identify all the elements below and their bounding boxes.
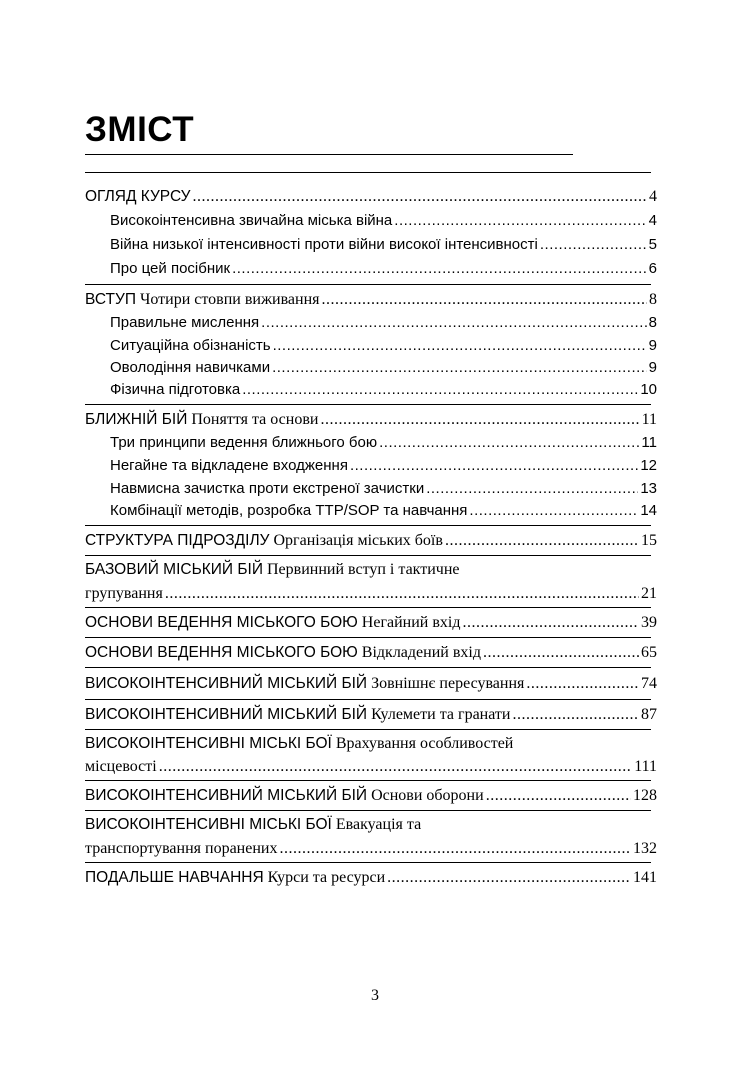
toc-subentry[interactable]: Негайне та відкладене входження ..... 12 (110, 454, 657, 478)
dot-leader (512, 703, 639, 727)
dot-leader (426, 477, 638, 501)
toc-entry-casevac-line2[interactable]: транспортування поранених ..... 132 (85, 837, 657, 861)
section-divider (85, 729, 651, 730)
toc-entry-basic-urban-line1[interactable]: БАЗОВИЙ МІСЬКИЙ БІЙ Первинний вступ і тактичне (85, 561, 460, 578)
title-underline (85, 154, 573, 155)
section-divider (85, 555, 651, 556)
page-ref: 39 (641, 614, 657, 631)
toc-entry-mg-grenades[interactable]: ВИСОКОІНТЕНСИВНИЙ МІСЬКИЙ БІЙ Кулемети та гранати ..... 87 (85, 703, 657, 727)
page-ref: 74 (641, 675, 657, 692)
dot-leader (526, 672, 639, 696)
toc-subentry[interactable]: Ситуаційна обізнаність ..... 9 (110, 334, 657, 358)
page-ref: 8 (649, 291, 657, 308)
toc-entry-further-training[interactable]: ПОДАЛЬШЕ НАВЧАННЯ Курси та ресурси ..... 141 (85, 866, 657, 890)
page-ref: 10 (640, 381, 657, 398)
page-ref: 5 (648, 236, 657, 253)
toc-entry-casevac-line1[interactable]: ВИСОКОІНТЕНСИВНІ МІСЬКІ БОЇ Евакуація та (85, 816, 422, 833)
section-divider (85, 637, 651, 638)
page-ref: 12 (640, 457, 657, 474)
section-divider (85, 607, 651, 608)
dot-leader (540, 233, 647, 257)
section-divider (85, 404, 651, 405)
dot-leader (261, 311, 647, 335)
toc-subentry[interactable]: Про цей посібник ..... 6 (110, 257, 657, 281)
section-divider (85, 172, 651, 173)
section-divider (85, 699, 651, 700)
page-ref: 128 (633, 787, 657, 804)
page-ref: 11 (641, 434, 657, 451)
page-ref: 11 (641, 411, 657, 428)
page-ref: 9 (648, 359, 657, 376)
page-number: 3 (371, 987, 379, 1004)
toc-subentry[interactable]: Війна низької інтенсивності проти війни високої інтенсивності ..... 5 (110, 233, 657, 257)
page-ref: 6 (648, 260, 657, 277)
dot-leader (469, 499, 638, 523)
toc-entry-defense[interactable]: ВИСОКОІНТЕНСИВНИЙ МІСЬКИЙ БІЙ Основи оборони ..... 128 (85, 784, 657, 808)
page-ref: 15 (641, 532, 657, 549)
toc-subentry[interactable]: Фізична підготовка ..... 10 (110, 378, 657, 402)
dot-leader (242, 378, 638, 402)
dot-leader (193, 185, 648, 209)
toc-entry-delayed-entry[interactable]: ОСНОВИ ВЕДЕННЯ МІСЬКОГО БОЮ Відкладений вхід ..... 65 (85, 641, 657, 665)
page-ref: 8 (648, 314, 657, 331)
page-ref: 14 (640, 502, 657, 519)
dot-leader (486, 784, 631, 808)
dot-leader (279, 837, 631, 861)
dot-leader (394, 209, 646, 233)
toc-entry-cqb[interactable]: БЛИЖНІЙ БІЙ Поняття та основи ..... 11 (85, 408, 657, 432)
page-ref: 13 (640, 480, 657, 497)
toc-entry-intro[interactable]: ВСТУП Чотири стовпи виживання ..... 8 (85, 288, 657, 312)
dot-leader (463, 611, 640, 635)
dot-leader (320, 408, 639, 432)
page-ref: 87 (641, 706, 657, 723)
page-ref: 4 (649, 188, 657, 205)
dot-leader (350, 454, 638, 478)
section-divider (85, 284, 651, 285)
dot-leader (483, 641, 639, 665)
toc-entry-basic-urban-line2[interactable]: групування ..... 21 (85, 582, 657, 606)
dot-leader (232, 257, 647, 281)
toc-entry-immediate-entry[interactable]: ОСНОВИ ВЕДЕННЯ МІСЬКОГО БОЮ Негайний вхід ..... 39 (85, 611, 657, 635)
page-ref: 132 (633, 840, 657, 857)
dot-leader (445, 529, 639, 553)
toc-subentry[interactable]: Навмисна зачистка проти екстреної зачистки ..... 13 (110, 477, 657, 501)
page-ref: 141 (633, 869, 657, 886)
dot-leader (322, 288, 648, 312)
section-divider (85, 780, 651, 781)
section-divider (85, 667, 651, 668)
toc-subentry[interactable]: Високоінтенсивна звичайна міська війна ..... 4 (110, 209, 657, 233)
toc-subentry[interactable]: Правильне мислення ..... 8 (110, 311, 657, 335)
dot-leader (165, 582, 639, 606)
dot-leader (379, 431, 639, 455)
dot-leader (273, 334, 647, 358)
page-ref: 21 (641, 585, 657, 602)
section-divider (85, 862, 651, 863)
toc-subentry[interactable]: Комбінації методів, розробка TTP/SOP та навчання ..... 14 (110, 499, 657, 523)
page-ref: 4 (648, 212, 657, 229)
toc-entry-overview[interactable]: ОГЛЯД КУРСУ ..... 4 (85, 185, 657, 209)
page-ref: 65 (641, 644, 657, 661)
toc-entry-external-movement[interactable]: ВИСОКОІНТЕНСИВНИЙ МІСЬКИЙ БІЙ Зовнішнє пересування ..... 74 (85, 672, 657, 696)
dot-leader (272, 356, 647, 380)
section-divider (85, 525, 651, 526)
toc-subentry[interactable]: Оволодіння навичками ..... 9 (110, 356, 657, 380)
toc-entry-unit-structure[interactable]: СТРУКТУРА ПІДРОЗДІЛУ Організація міських боїв ..... 15 (85, 529, 657, 553)
dot-leader (387, 866, 631, 890)
page-title: ЗМІСТ (85, 110, 195, 149)
section-divider (85, 810, 651, 811)
dot-leader (159, 755, 632, 779)
toc-entry-terrain-line1[interactable]: ВИСОКОІНТЕНСИВНІ МІСЬКІ БОЇ Врахування особливостей (85, 735, 514, 752)
toc-entry-terrain-line2[interactable]: місцевості ..... 111 (85, 755, 657, 779)
page-ref: 111 (634, 758, 657, 775)
toc-subentry[interactable]: Три принципи ведення ближнього бою ..... 11 (110, 431, 657, 455)
page-ref: 9 (648, 337, 657, 354)
